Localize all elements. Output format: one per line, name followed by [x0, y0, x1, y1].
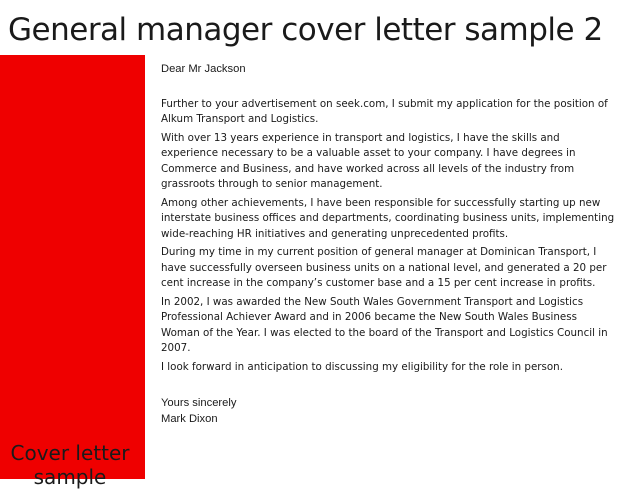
sidebar-label-line2: sample [33, 465, 107, 489]
slide-title: General manager cover letter sample 2 [8, 12, 603, 48]
letter-paragraph: With over 13 years experience in transport and logistics, I have the skills and experience necessary to be a valuable asset to your company. I have degrees in Commerce and Business, and have worked across all levels of the industry from grassroots through to senior management. [161, 131, 576, 190]
letter-signature: Mark Dixon [161, 413, 218, 425]
letter-paragraph: In 2002, I was awarded the New South Wales Government Transport and Logistics Professional Achiever Award and in 2006 became the New South Wales Business Woman of the Year. I was elected to the board of the Transport and Logistics Council in 2007. [161, 295, 608, 354]
letter-paragraph: During my time in my current position of general manager at Dominican Transport, I have successfully overseen business units on a national level, and generated a 20 per cent increase in the company’s customer base and a 15 per cent increase in profits. [161, 246, 607, 289]
sidebar-label [0, 441, 140, 489]
red-sidebar-panel [0, 55, 145, 489]
letter-greeting: Dear Mr Jackson [161, 63, 246, 75]
letter-paragraph: Further to your advertisement on seek.com, I submit my application for the position of Alkum Transport and Logistics. [161, 97, 608, 125]
letter-paragraph: I look forward in anticipation to discussing my eligibility for the role in person. [161, 360, 563, 373]
letter-closing: Yours sincerely [161, 397, 237, 409]
letter-body [161, 62, 617, 427]
sidebar-label-line1: Cover letter [10, 441, 130, 465]
letter-spacer [161, 375, 617, 395]
letter-paragraph: Among other achievements, I have been responsible for successfully starting up new interstate business offices and departments, coordinating business units, implementing wide-reaching HR initiatives and generating unprecedented profits. [161, 196, 615, 240]
